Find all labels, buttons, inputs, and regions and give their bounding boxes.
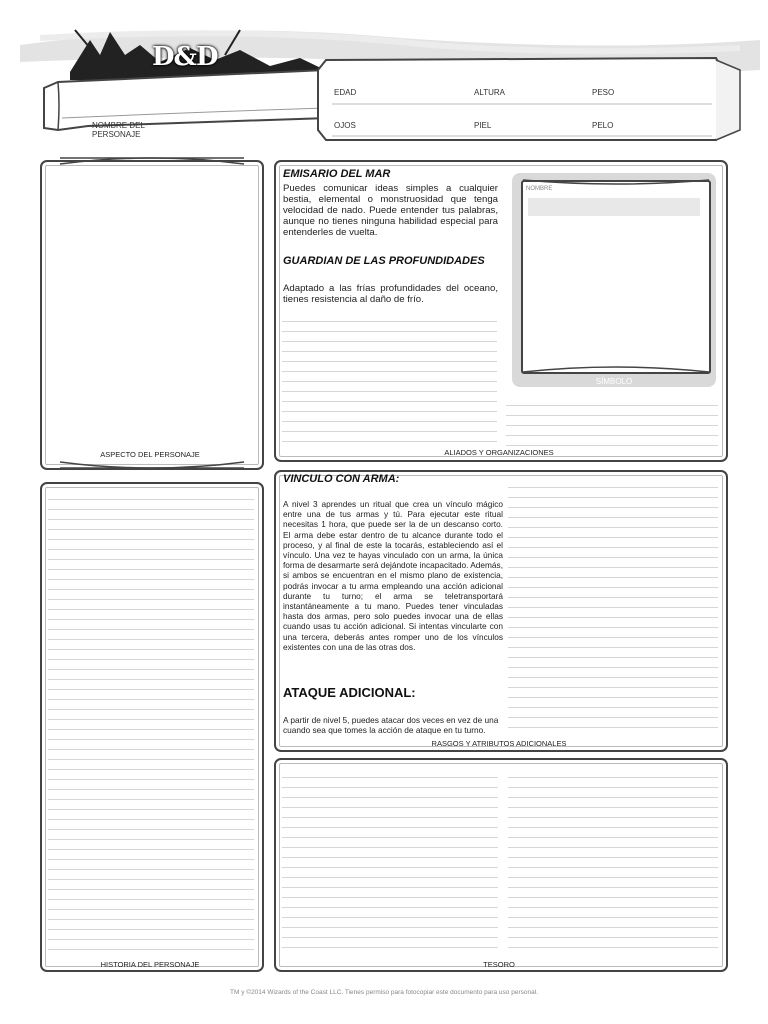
backstory-caption: HISTORIA DEL PERSONAJE <box>100 960 200 969</box>
emisario-text: Puedes comunicar ideas simples a cualquier bestia, elemental o monstruosidad que tenga velocidad de nado. Puede entender tus palabras, aunque no tienes ninguna habilidad especial para entenderles de vuelta. <box>283 183 498 238</box>
height-label: ALTURA <box>474 88 505 97</box>
ataque-text: A partir de nivel 5, puedes atacar dos veces en vez de una cuando sea que tomes la acción de ataque en tu turno. <box>283 715 499 736</box>
appearance-panel-top-ornament <box>40 150 264 170</box>
hair-label: PELO <box>592 121 614 130</box>
appearance-panel[interactable] <box>40 160 264 470</box>
treasure-left-lines <box>282 768 498 954</box>
symbol-name-label: NOMBRE <box>526 186 553 192</box>
allies-left-lines <box>282 312 497 446</box>
treasure-right-lines <box>508 768 718 954</box>
skin-label: PIEL <box>474 121 492 130</box>
treasure-caption: TESORO <box>483 960 515 969</box>
age-label: EDAD <box>334 88 357 97</box>
backstory-lines <box>48 490 254 954</box>
copyright-footer: TM y ©2014 Wizards of the Coast LLC. Tienes permiso para fotocopiar este documento para uso personal. <box>230 989 538 996</box>
vinculo-text: A nivel 3 aprendes un ritual que crea un vínculo mágico entre una de tus armas y tú. Para ejecutar este ritual necesitas 1 hora, que puede ser la de un descanso corto. El arma debe estar dentro de tu alcance durante todo el proceso, y al final de este la tocarás, estableciendo así el vínculo. Una vez te hayas vinculado con un arma, la única forma de desarmarte será dejándote incapacitado. Además, si ambos se encuentran en el mismo plano de existencia, podrás invocar a tu arma empleando una acción adicional durante tu turno; el arma se teletransportará instantáneamente a tu mano. Puedes tener vinculadas hasta dos armas, pero solo puedes invocar una de ellas cuando usas tu acción adicional. Si intentas vincularte con una tercera, deberás antes romper uno de los vínculos existentes con una de las otras dos. <box>283 499 503 652</box>
character-name-label: NOMBRE DEL PERSONAJE <box>92 121 145 139</box>
allies-caption: ALIADOS Y ORGANIZACIONES <box>444 448 554 457</box>
symbol-caption: SÍMBOLO <box>595 377 633 386</box>
features-right-lines <box>508 478 718 736</box>
allies-right-lines <box>506 396 718 446</box>
header-artwork <box>0 0 768 170</box>
guardian-text: Adaptado a las frías profundidades del oceano, tienes resistencia al daño de frío. <box>283 283 498 305</box>
symbol-ornaments <box>521 176 711 376</box>
emisario-title: EMISARIO DEL MAR <box>283 168 391 180</box>
vinculo-title: VINCULO CON ARMA: <box>283 473 400 485</box>
features-caption: RASGOS Y ATRIBUTOS ADICIONALES <box>431 739 567 748</box>
appearance-caption: ASPECTO DEL PERSONAJE <box>100 450 200 459</box>
eyes-label: OJOS <box>334 121 356 130</box>
guardian-title: GUARDIAN DE LAS PROFUNDIDADES <box>283 255 485 267</box>
appearance-panel-bottom-ornament <box>40 456 264 476</box>
ataque-title: ATAQUE ADICIONAL: <box>283 685 416 700</box>
dnd-logo: D&D <box>152 42 218 72</box>
weight-label: PESO <box>592 88 615 97</box>
